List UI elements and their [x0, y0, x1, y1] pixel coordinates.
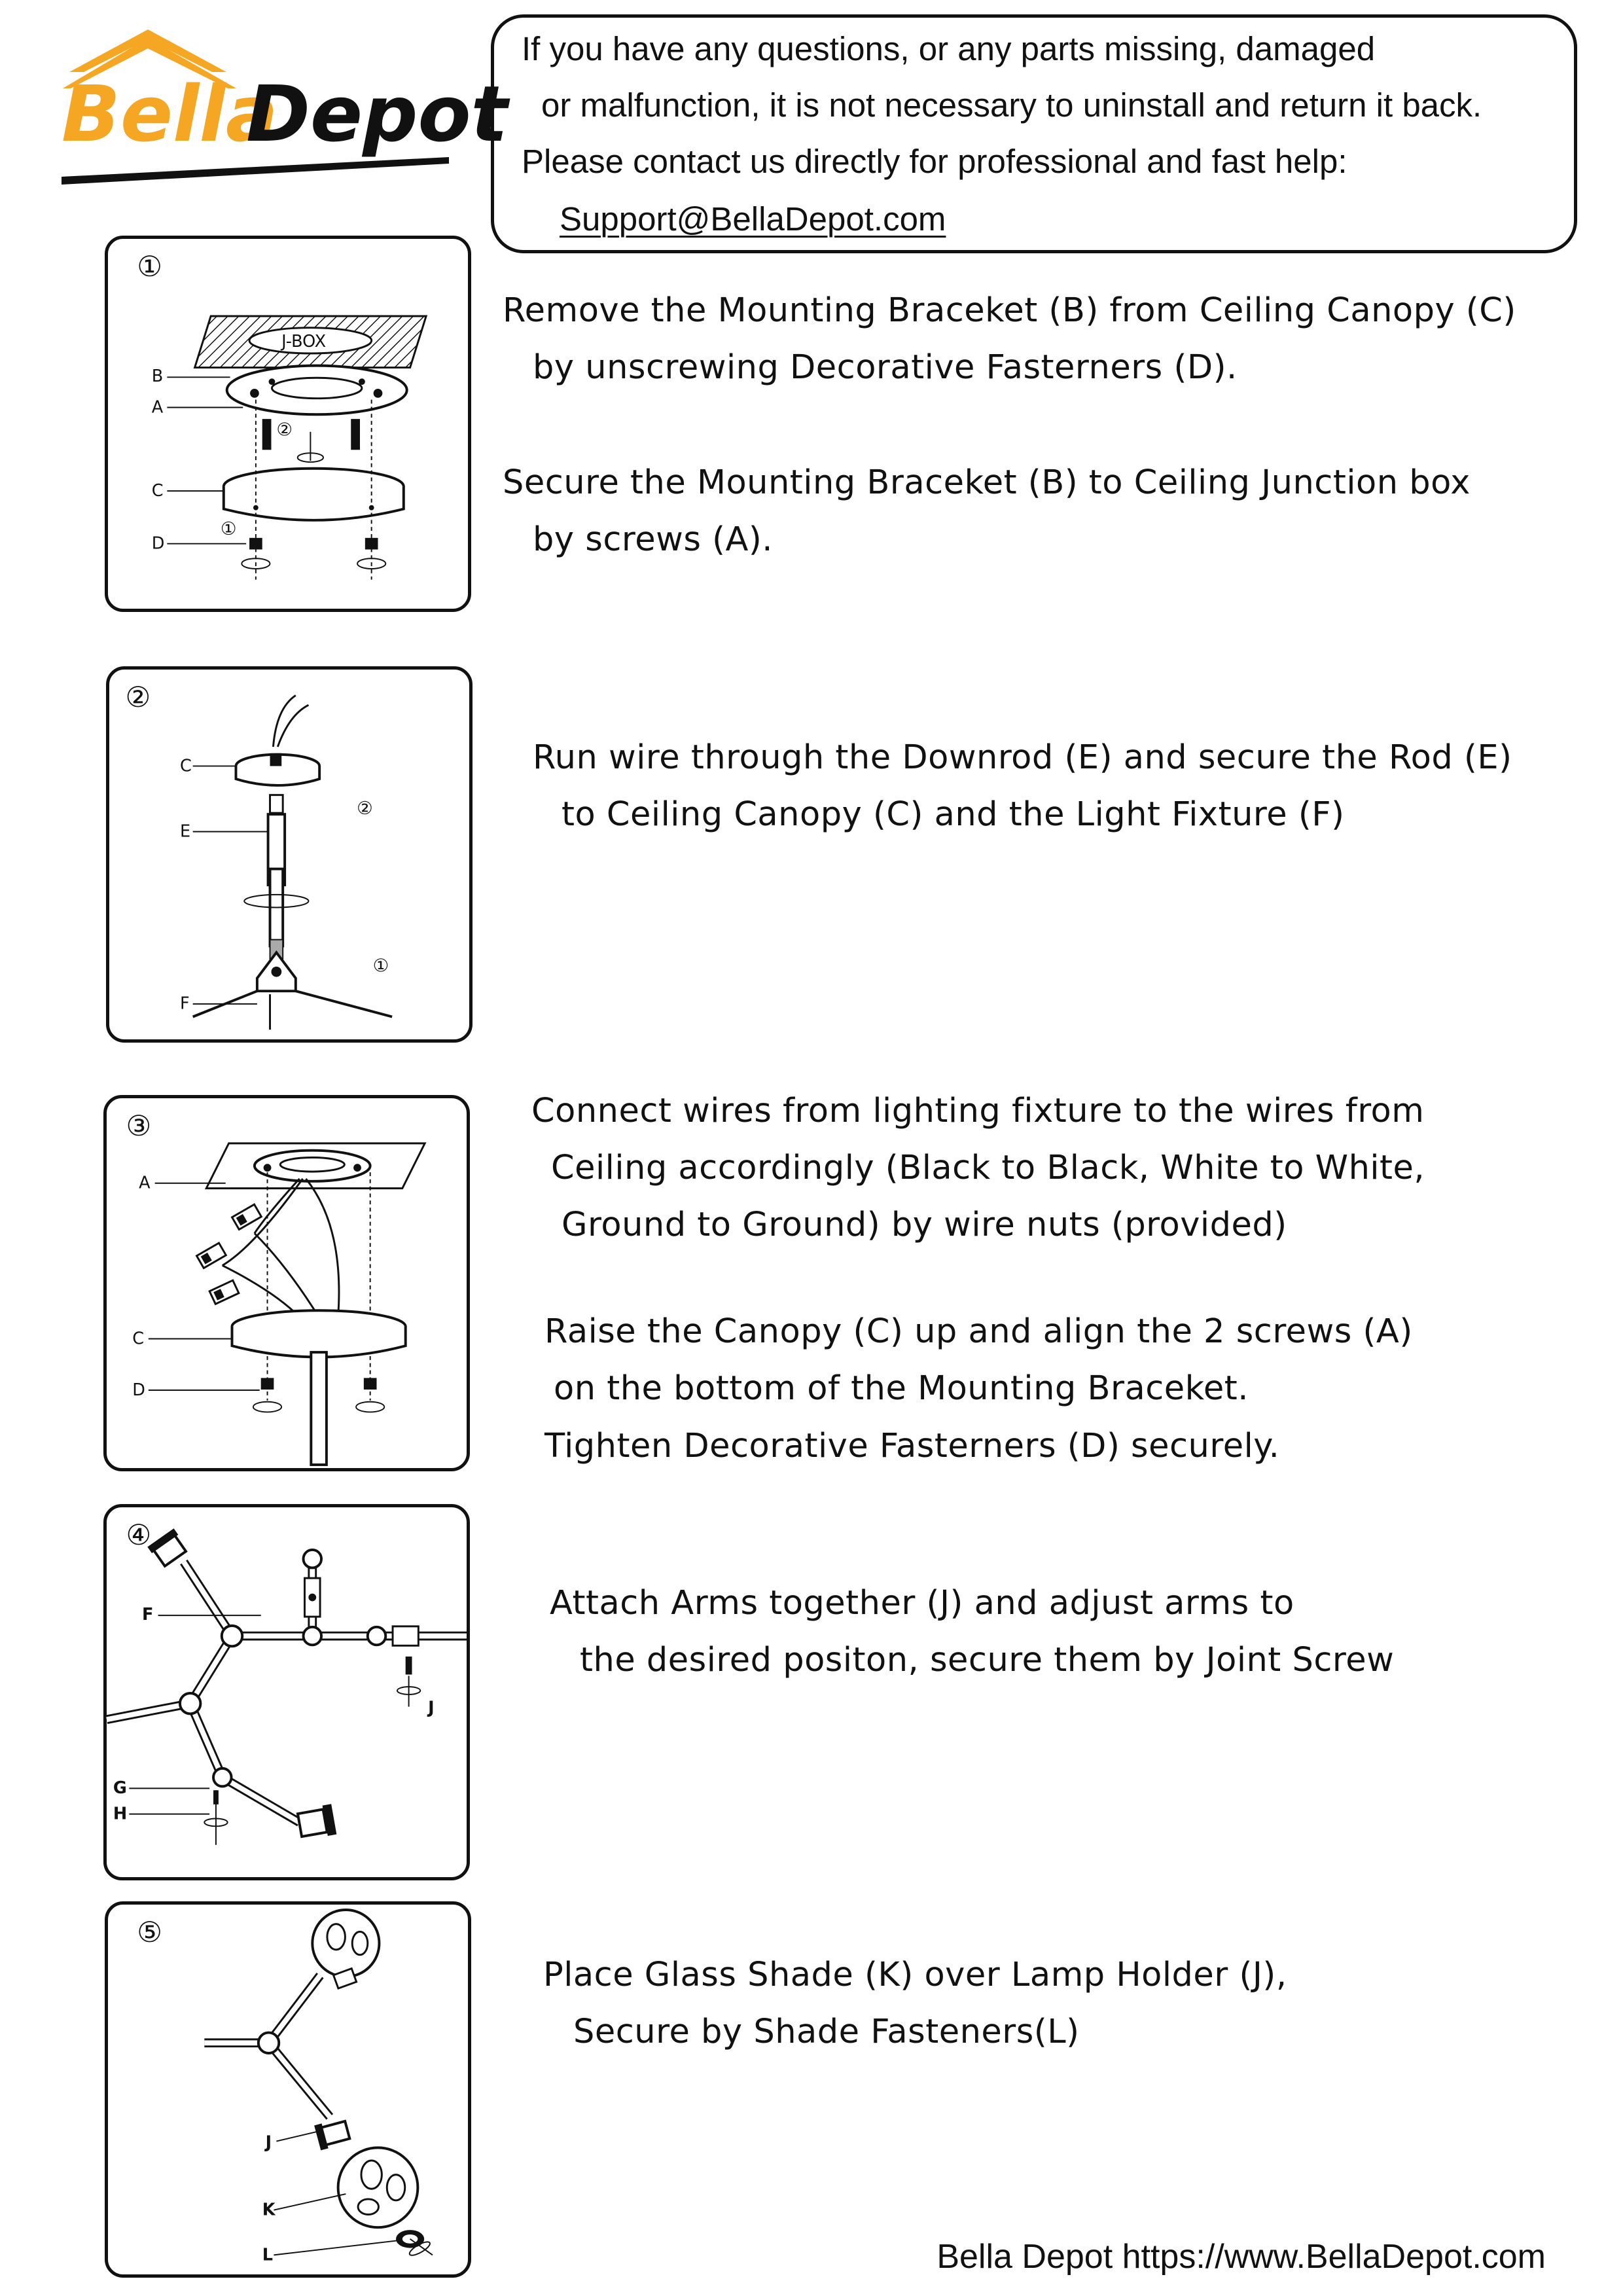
svg-text:A: A — [151, 397, 164, 418]
step-3-text-5: on the bottom of the Mounting Braceket. — [554, 1369, 1249, 1408]
glass-shade-k-icon — [338, 2147, 418, 2227]
svg-text:①: ① — [220, 518, 237, 539]
contact-line-2: or malfunction, it is not necessary to uninstall and return it back. — [541, 86, 1482, 124]
step-2-number: ② — [125, 681, 151, 715]
step-2-diagram — [106, 666, 473, 1043]
footer-website[interactable]: Bella Depot https://www.BellaDepot.com — [936, 2238, 1546, 2276]
svg-text:D: D — [132, 1380, 145, 1400]
arm-joint-icon — [222, 1626, 242, 1646]
svg-text:B: B — [151, 367, 164, 387]
jbox-label: J-BOX — [281, 332, 327, 352]
step-5-diagram — [105, 1901, 471, 2278]
svg-text:C: C — [132, 1329, 145, 1349]
step-4-diagram — [103, 1504, 470, 1880]
step-1-text-1: Remove the Mounting Braceket (B) from Ceiling Canopy (C) — [503, 291, 1516, 330]
logo-underline — [62, 157, 449, 185]
logo-word-bella: Bella — [62, 69, 278, 159]
step-2-text-2: to Ceiling Canopy (C) and the Light Fixture (F) — [562, 795, 1345, 834]
step-5-number: ⑤ — [137, 1916, 162, 1950]
step-1-text-3: Secure the Mounting Braceket (B) to Ceiling Junction box — [503, 463, 1471, 502]
logo-graphic — [56, 26, 508, 190]
support-email-link[interactable]: Support@BellaDepot.com — [560, 200, 946, 238]
step-4-text-1: Attach Arms together (J) and adjust arms to — [550, 1584, 1294, 1623]
decorative-fastener-icon — [249, 538, 262, 550]
svg-text:J: J — [265, 2132, 272, 2153]
svg-text:F: F — [142, 1605, 154, 1625]
svg-text:E: E — [180, 821, 191, 842]
downrod-icon — [311, 1352, 327, 1465]
glass-shade-icon — [312, 1910, 379, 1988]
screw-icon — [262, 419, 272, 450]
svg-text:②: ② — [276, 419, 293, 440]
step-3-text-2: Ceiling accordingly (Black to Black, White to White, — [551, 1149, 1425, 1187]
step-1-text-2: by unscrewing Decorative Fasterners (D). — [533, 348, 1238, 387]
lamp-holder-icon — [314, 2117, 351, 2150]
svg-text:L: L — [262, 2245, 273, 2265]
svg-text:②: ② — [357, 798, 373, 819]
svg-text:H: H — [113, 1804, 128, 1824]
contact-line-3: Please contact us directly for professional and fast help: — [522, 143, 1347, 180]
mounting-bracket-icon — [255, 1151, 370, 1181]
logo-roof-icon — [69, 29, 226, 72]
step-4-text-2: the desired positon, secure them by Joint Screw — [580, 1641, 1395, 1679]
svg-text:A: A — [139, 1173, 151, 1193]
logo-word-depot: Depot — [246, 69, 508, 159]
svg-text:C: C — [180, 756, 192, 776]
step-3-text-4: Raise the Canopy (C) up and align the 2 screws (A) — [544, 1312, 1413, 1351]
svg-text:C: C — [151, 480, 164, 501]
step-1-number: ① — [137, 251, 162, 284]
svg-text:D: D — [151, 533, 165, 554]
arm-joint-icon — [259, 2033, 279, 2053]
step-1-diagram — [105, 236, 471, 612]
step-2-text-1: Run wire through the Downrod (E) and secure the Rod (E) — [533, 738, 1512, 777]
step-3-diagram — [103, 1095, 470, 1471]
joint-screw-icon — [406, 1657, 412, 1675]
step-5-text-2: Secure by Shade Fasteners(L) — [573, 2013, 1080, 2051]
step-4-number: ④ — [126, 1519, 152, 1552]
step-3-number: ③ — [126, 1110, 152, 1143]
brand-logo — [56, 26, 508, 190]
contact-box — [491, 14, 1577, 253]
step-3-text-6: Tighten Decorative Fasterners (D) securely. — [544, 1427, 1280, 1465]
svg-text:J: J — [428, 1698, 435, 1718]
lamp-holder-icon — [147, 1528, 188, 1568]
contact-line-1: If you have any questions, or any parts missing, damaged — [522, 30, 1376, 67]
wire-nut-icon — [232, 1204, 262, 1229]
svg-text:K: K — [262, 2200, 276, 2220]
step-1-text-4: by screws (A). — [533, 520, 773, 559]
svg-text:F: F — [180, 994, 190, 1014]
decorative-fastener-icon — [261, 1378, 274, 1390]
svg-text:G: G — [113, 1778, 127, 1799]
step-3-text-1: Connect wires from lighting fixture to the wires from — [531, 1092, 1425, 1130]
step-5-text-1: Place Glass Shade (K) over Lamp Holder (J), — [543, 1956, 1287, 1994]
svg-text:①: ① — [372, 955, 389, 977]
step-3-text-3: Ground to Ground) by wire nuts (provided) — [562, 1206, 1287, 1244]
